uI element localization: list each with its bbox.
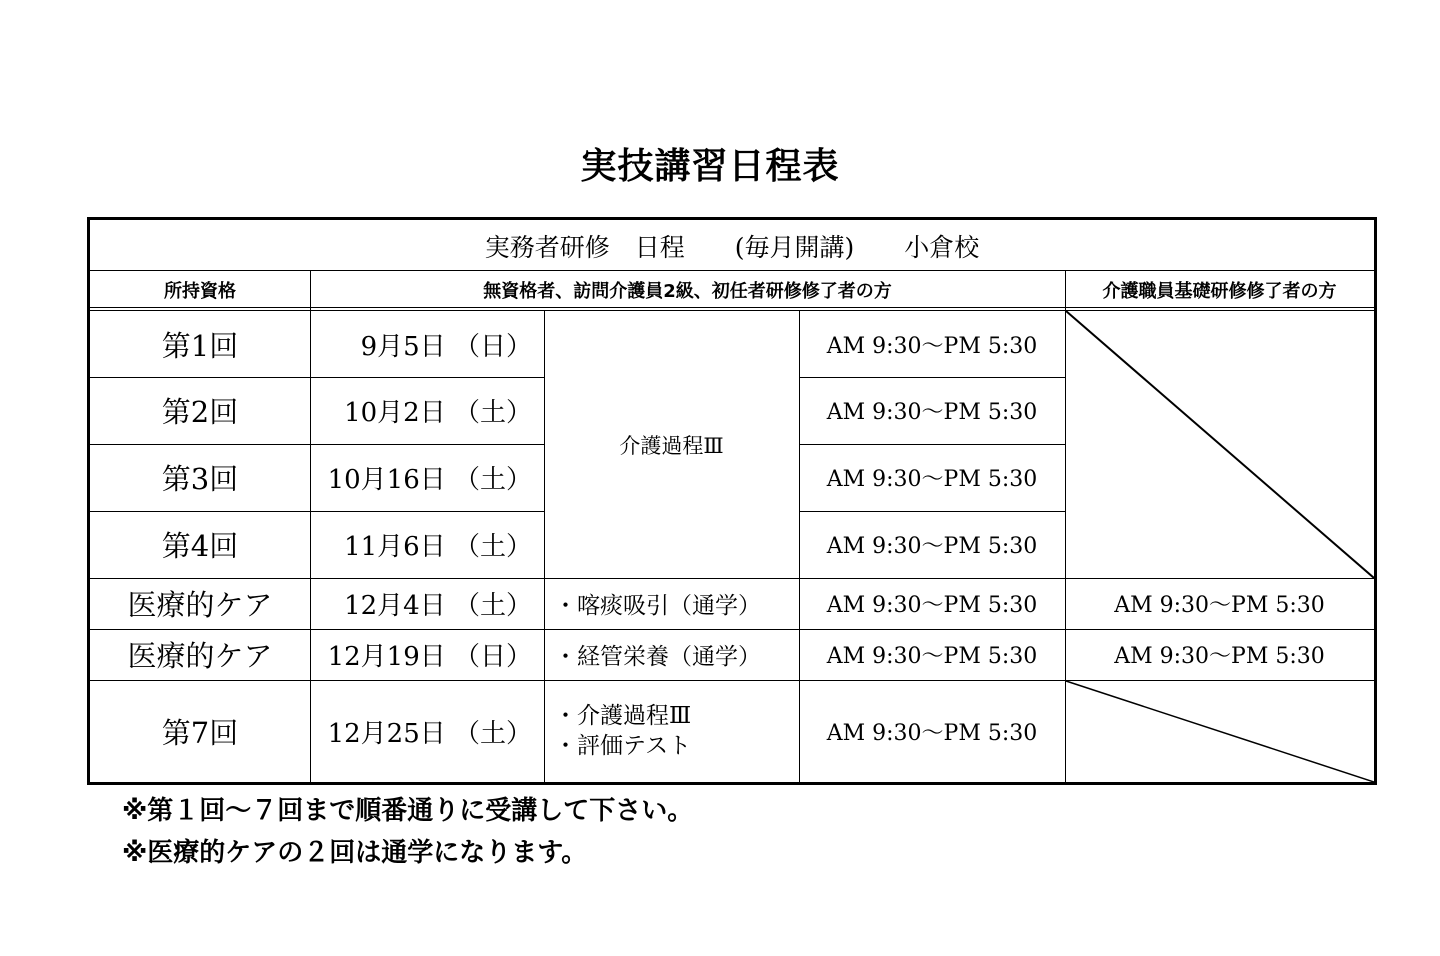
session-time-basic: AM 9:30～PM 5:30: [1114, 593, 1325, 618]
grid-line: [544, 310, 545, 782]
session-label: 第3回: [161, 462, 239, 496]
session-date: 12月4日 （土）: [344, 591, 532, 621]
page-title: 実技講習日程表: [580, 146, 840, 187]
grid-line: [799, 310, 800, 782]
session-content: [544, 680, 799, 782]
content-line: ・介護過程Ⅲ: [554, 703, 692, 729]
grid-line: [90, 511, 544, 512]
grid-line: [90, 270, 1374, 271]
session-label: 第7回: [161, 715, 239, 750]
grid-line: [90, 680, 1374, 681]
table-title: 実務者研修 日程 (毎月開講) 小倉校: [484, 232, 980, 262]
grid-line: [799, 444, 1065, 445]
diagonal-line: [1066, 681, 1374, 782]
session-label: 第4回: [161, 529, 239, 563]
grid-line: [90, 307, 1374, 308]
session-time-basic: AM 9:30～PM 5:30: [1114, 644, 1325, 669]
session-label: 第1回: [161, 328, 239, 363]
grid-line: [799, 511, 1065, 512]
session-label: 医療的ケア: [127, 639, 273, 673]
schedule-table: [87, 217, 1377, 785]
grid-line: [1065, 271, 1066, 782]
session-date: 12月25日 （土）: [327, 718, 532, 749]
note-attendance: ※医療的ケアの２回は通学になります。: [122, 838, 588, 868]
session-content: ・経管栄養（通学）: [554, 644, 761, 670]
grid-line: [90, 444, 544, 445]
col-header-qualification: 所持資格: [164, 280, 236, 302]
session-date: 10月16日 （土）: [327, 465, 532, 495]
session-time: AM 9:30～PM 5:30: [826, 534, 1038, 559]
session-date: 9月5日 （日）: [360, 331, 532, 362]
session-label: 第2回: [161, 395, 239, 429]
session-date: 11月6日 （土）: [344, 532, 532, 562]
session-time: AM 9:30～PM 5:30: [826, 593, 1038, 618]
grid-line: [310, 271, 311, 782]
session-date: 12月19日 （日）: [327, 642, 532, 672]
col-header-unqualified: 無資格者、訪問介護員2級、初任者研修修了者の方: [483, 280, 892, 302]
grid-line: [90, 377, 544, 378]
note-order: ※第１回～７回まで順番通りに受講して下さい。: [122, 796, 694, 826]
session-date: 10月2日 （土）: [344, 398, 532, 428]
grid-line: [90, 310, 1374, 311]
session-time: AM 9:30～PM 5:30: [826, 720, 1038, 746]
merged-content: 介護過程Ⅲ: [619, 433, 724, 458]
grid-line: [799, 377, 1065, 378]
session-time: AM 9:30～PM 5:30: [826, 467, 1038, 492]
session-time: AM 9:30～PM 5:30: [826, 333, 1038, 359]
col-header-basic-trained: 介護職員基礎研修修了者の方: [1102, 280, 1337, 302]
session-time: AM 9:30～PM 5:30: [826, 644, 1038, 669]
grid-line: [90, 578, 1374, 579]
session-label: 医療的ケア: [127, 588, 273, 622]
diagonal-line: [1066, 311, 1374, 578]
session-time: AM 9:30～PM 5:30: [826, 400, 1038, 425]
grid-line: [90, 629, 1374, 630]
content-line: ・評価テスト: [554, 733, 692, 759]
session-content: ・喀痰吸引（通学）: [554, 593, 761, 619]
